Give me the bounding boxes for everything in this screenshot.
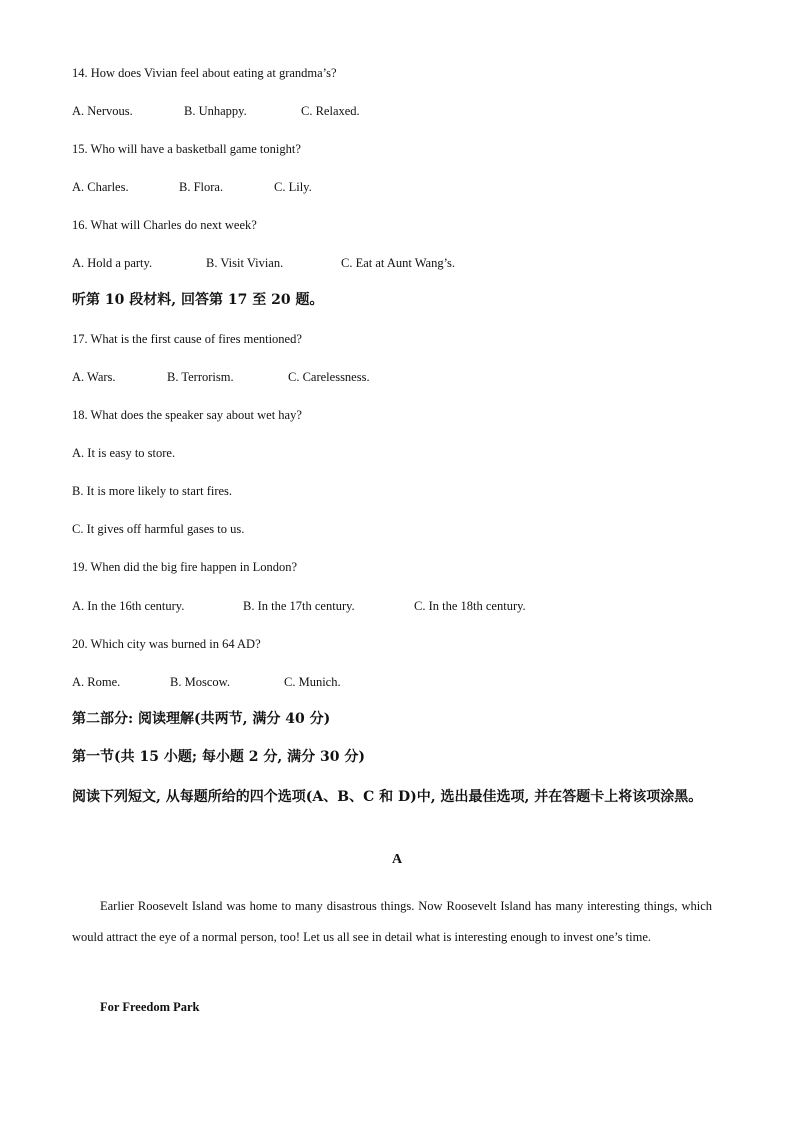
passage-title: A [391, 852, 403, 867]
option-c: C. Relaxed. [301, 104, 360, 118]
listening-section-header: 听第 10 段材料, 回答第 17 至 20 题。 [72, 292, 324, 308]
option-c: C. In the 18th century. [414, 599, 526, 613]
option-a: A. Nervous. [72, 104, 133, 118]
option-b: B. It is more likely to start fires. [72, 484, 233, 498]
question-16-stem: 16. What will Charles do next week? [72, 218, 257, 232]
option-c: C. Lily. [274, 180, 312, 194]
passage-subheading: For Freedom Park [100, 1000, 200, 1014]
option-a: A. It is easy to store. [72, 446, 176, 460]
reading-instruction: 阅读下列短文, 从每题所给的四个选项(A、B、C 和 D)中, 选出最佳选项, 并在答题卡上将该项涂黑。 [72, 789, 703, 805]
option-a: A. Hold a party. [72, 256, 153, 270]
question-18-stem: 18. What does the speaker say about wet hay? [72, 408, 302, 422]
option-c: C. Eat at Aunt Wang’s. [341, 256, 456, 270]
option-a: A. Rome. [72, 675, 121, 689]
option-b: B. In the 17th century. [243, 599, 355, 613]
question-20-stem: 20. Which city was burned in 64 AD? [72, 637, 261, 651]
question-14-stem: 14. How does Vivian feel about eating at grandma’s? [72, 66, 337, 80]
passage-paragraph: Earlier Roosevelt Island was home to many disastrous things. Now Roosevelt Island has many interesting things, which would attract the eye of a normal person, too! Let us all see in detail what is interesting enough to invest one’s time. [72, 899, 712, 944]
option-c: C. It gives off harmful gases to us. [72, 522, 245, 536]
question-19-stem: 19. When did the big fire happen in London? [72, 560, 298, 574]
option-b: B. Unhappy. [184, 104, 247, 118]
option-b: B. Terrorism. [167, 370, 234, 384]
option-a: A. In the 16th century. [72, 599, 185, 613]
option-b: B. Moscow. [170, 675, 230, 689]
section-one-header: 第一节(共 15 小题; 每小题 2 分, 满分 30 分) [72, 749, 365, 765]
question-15-stem: 15. Who will have a basketball game tonight? [72, 142, 301, 156]
option-c: C. Munich. [284, 675, 341, 689]
option-a: A. Charles. [72, 180, 129, 194]
option-a: A. Wars. [72, 370, 116, 384]
question-17-stem: 17. What is the first cause of fires mentioned? [72, 332, 302, 346]
option-b: B. Visit Vivian. [206, 256, 284, 270]
option-b: B. Flora. [179, 180, 224, 194]
part-two-header: 第二部分: 阅读理解(共两节, 满分 40 分) [72, 711, 331, 727]
option-c: C. Carelessness. [288, 370, 370, 384]
